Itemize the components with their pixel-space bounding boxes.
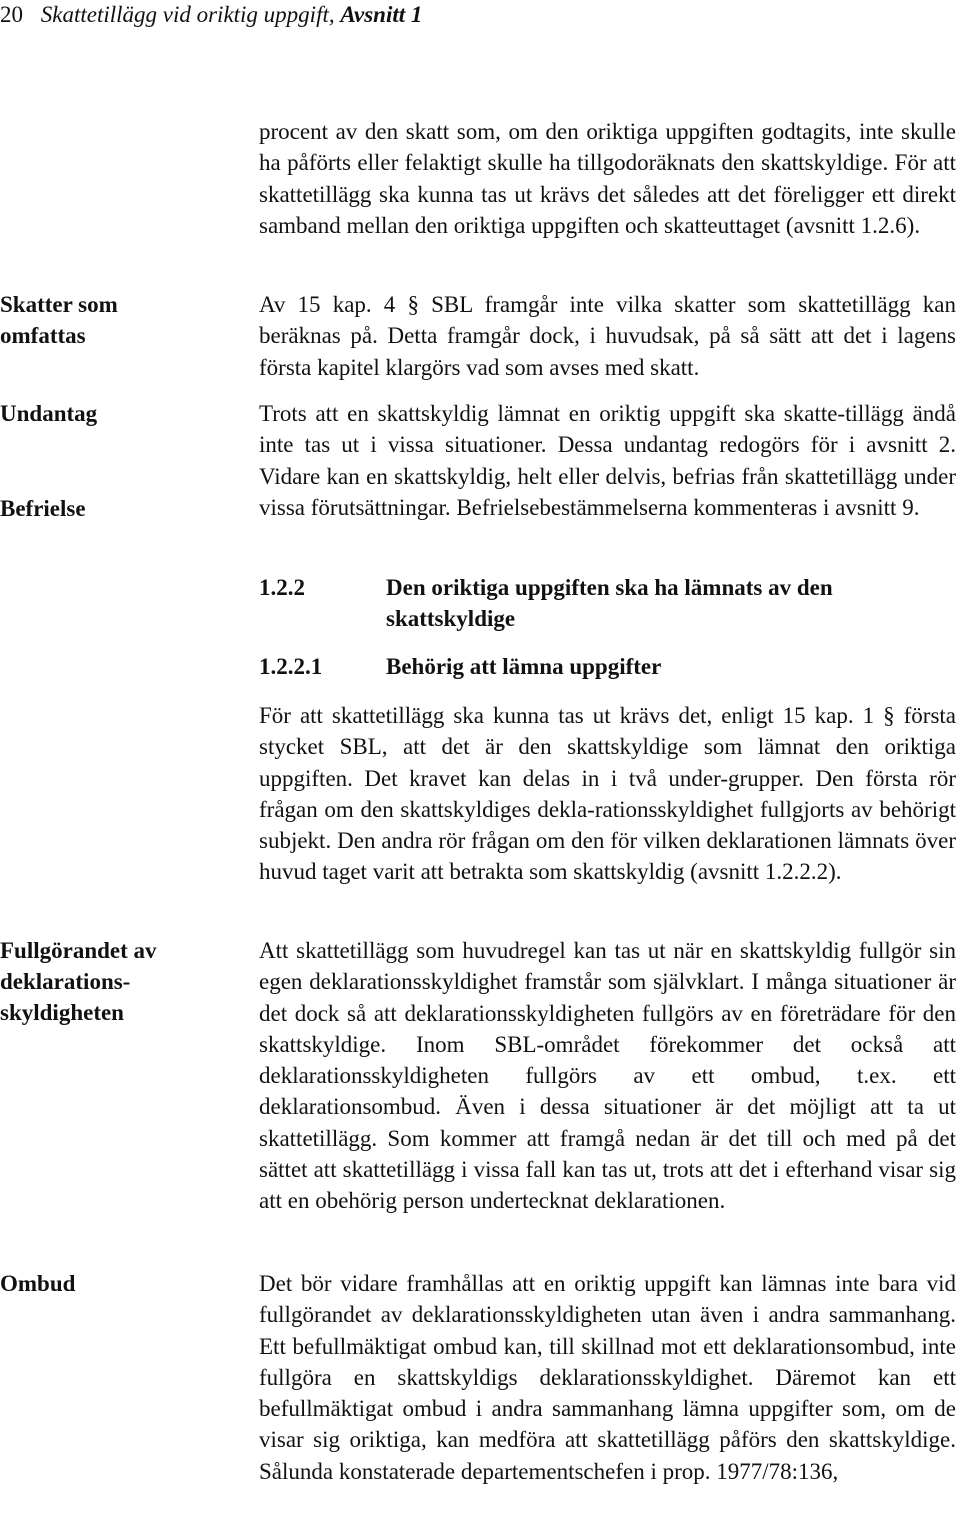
margin-note-undantag: Undantag [0,401,98,426]
heading-number: 1.2.2 [259,575,305,600]
paragraph-2: Av 15 kap. 4 § SBL framgår inte vilka skatter som skattetillägg kan beräknas på. Detta framgår dock, i huvudsak, på så sätt att det i lagens första kapitel klargörs vad som avses med skatt. [259,292,956,380]
page-header [0,0,960,34]
heading-number: 1.2.2.1 [259,654,323,679]
margin-note-fullgorandet: Fullgörandet av deklarations-skyldigheten [0,938,157,1025]
paragraph-5: Att skattetillägg som huvudregel kan tas ut när en skattskyldig fullgör sin egen deklarationsskyldighet framstår som självklart. I många situationer är det dock så att deklarationsskyldigheten fullgörs av en företrädare för den skattskyldige. Inom SBL-området förekommer det också att deklarationsskyldigheten fullgörs av ett ombud, t.ex. ett deklarationsombud. Även i dessa situationer är det möjligt att ta ut skattetillägg. Som kommer att framgå nedan är det till och med på det sättet att skattetillägg i vissa fall kan tas ut, trots att det i efterhand visar sig att en obehörig person undertecknat deklarationen. [259,938,956,1214]
page-number: 20 [0,2,23,27]
margin-note-befrielse: Befrielse [0,496,86,521]
running-title [41,2,423,27]
running-title-section: Avsnitt 1 [340,2,423,27]
heading-text: Behörig att lämna uppgifter [386,654,662,679]
margin-note-skatter: Skatter som omfattas [0,292,118,348]
margin-note-ombud: Ombud [0,1271,76,1296]
paragraph-3: Trots att en skattskyldig lämnat en oriktig uppgift ska skatte-tillägg ändå inte tas ut i vissa situationer. Dessa undantag redogörs för i avsnitt 2. Vidare kan en skattskyldig, helt eller delvis, befrias från skattetillägg under vissa förutsättningar. Befrielsebestämmelserna kommenteras i avsnitt 9. [259,401,956,520]
running-title-text: Skattetillägg vid oriktig uppgift, [40,2,335,27]
paragraph-1: procent av den skatt som, om den oriktiga uppgiften godtagits, inte skulle ha påförts eller felaktigt skulle ha tillgodoräknats den skattskyldige. För att skattetillägg ska kunna tas ut krävs det således att det föreligger ett direkt samband mellan den oriktiga uppgiften och skatteuttaget (avsnitt 1.2.6). [259,119,956,238]
paragraph-6: Det bör vidare framhållas att en oriktig uppgift kan lämnas inte bara vid fullgörandet av deklarationsskyldigheten utan även i andra sammanhang. Ett befullmäktigat ombud kan, till skillnad mot ett deklarationsombud, inte fullgöra en skattskyldigs deklarationsskyldighet. Däremot kan ett befullmäktigat ombud i andra sammanhang lämna uppgifter som, om de visar sig oriktiga, kan medföra att skattetillägg påförs den skattskyldige. Sålunda konstaterade departementschefen i prop. 1977/78:136, [259,1271,956,1484]
heading-text: Den oriktiga uppgiften ska ha lämnats av den skattskyldige [386,575,833,631]
paragraph-4: För att skattetillägg ska kunna tas ut krävs det, enligt 15 kap. 1 § första stycket SBL, att det är den skattskyldige som lämnat den oriktiga uppgiften. Det kravet kan delas in i två under-grupper. Den första rör frågan om den skattskyldiges dekla-rationsskyldighet fullgjorts av behörigt subjekt. Den andra rör frågan om den för vilken deklarationen lämnats över huvud taget varit att betrakta som skattskyldig (avsnitt 1.2.2.2). [259,703,956,885]
